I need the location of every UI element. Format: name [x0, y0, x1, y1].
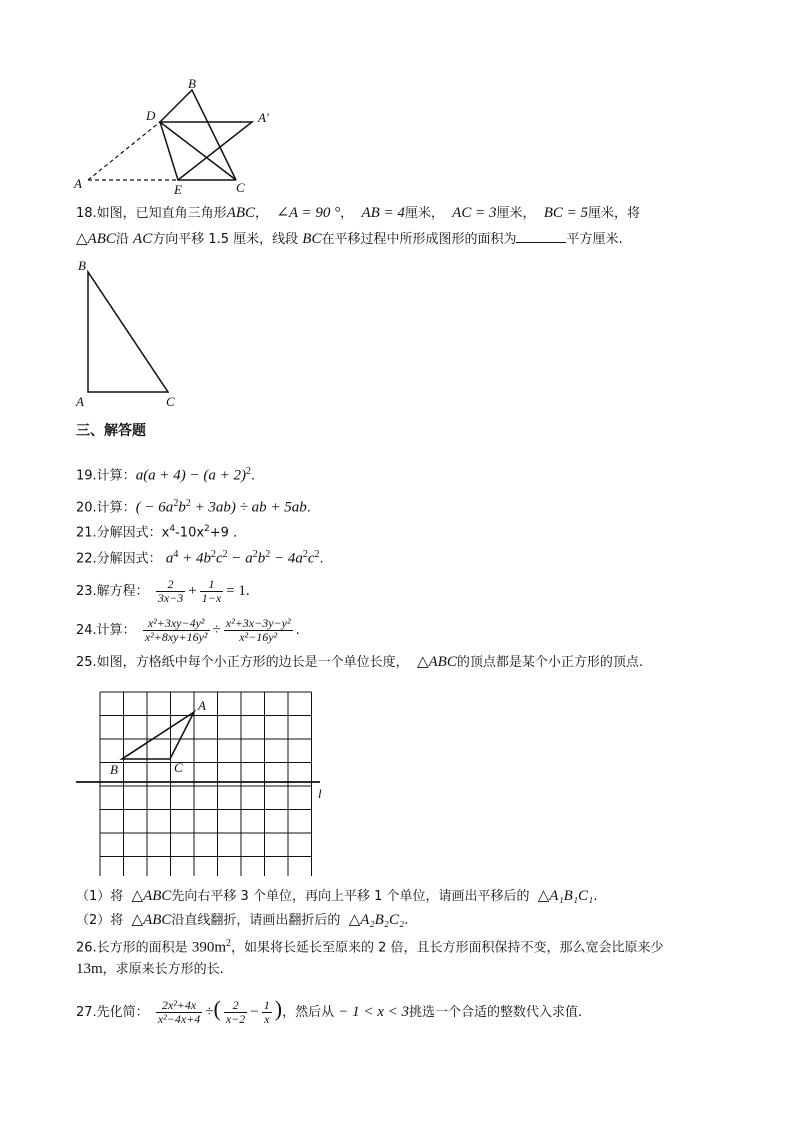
q22-h: c [307, 550, 315, 567]
q24-frac2 [224, 617, 293, 644]
q23-f2-num: 1 [200, 578, 223, 592]
q22-e2: 2 [210, 549, 216, 560]
q23 [76, 576, 250, 607]
answer-blank[interactable] [516, 230, 566, 243]
q27-lparen: ( [213, 996, 221, 1021]
triangle-ABC [122, 712, 194, 759]
q26-area-exp: 2 [226, 938, 231, 949]
q27-f2-den: x−2 [225, 1012, 246, 1026]
q18-bc-seg: BC [302, 231, 322, 247]
q18-angle: ∠A = 90 ° [276, 205, 341, 221]
q21-prefix: 21.分解因式：x [76, 525, 170, 541]
q18-ab: AB = 4 [361, 205, 405, 221]
q18-bc-unit: 厘米，将 [588, 206, 641, 221]
q23-frac1 [156, 578, 185, 605]
q23-f1-num: 2 [156, 578, 185, 592]
q24-prefix: 24.计算： [76, 623, 136, 638]
q21-mid: -10x [175, 525, 205, 541]
q23-frac2 [200, 578, 223, 605]
label-E: E [174, 182, 182, 196]
q26-area: 390m [191, 939, 226, 956]
q18-ac: AC = 3 [452, 205, 497, 221]
label-A: A [74, 176, 82, 191]
label-A-prime: A' [258, 110, 269, 125]
label-B: B [78, 258, 86, 273]
q22-e3: 2 [222, 549, 228, 560]
q27-b: ，然后从 [282, 1005, 335, 1020]
q24-frac1 [143, 617, 210, 644]
q22-e6: 2 [302, 549, 308, 560]
q25-text [76, 652, 643, 673]
q20-e2: 2 [185, 498, 191, 509]
q25-sub2-a: （2）将 [76, 913, 124, 928]
q27-frac2 [224, 999, 247, 1026]
q18-line2 [76, 229, 623, 250]
q25-sub1 [76, 886, 597, 907]
q25-sub1-tri2: △A₁B₁C₁ [537, 888, 594, 904]
q19-end: . [251, 468, 256, 484]
q27-frac3 [262, 999, 272, 1026]
q18-ab-unit: 厘米， [404, 206, 444, 221]
q26-b: ，如果将长延长至原来的 2 倍，且长方形面积保持不变，那么宽会比原来少 [231, 940, 664, 956]
translation-figure [70, 76, 290, 196]
q24-end: . [295, 623, 300, 638]
q26-line1 [76, 934, 664, 958]
q25-sub1-b: 先向右平移 3 个单位，再向上平移 1 个单位，请画出平移后的 [171, 889, 530, 904]
q19-exp: 2 [246, 466, 252, 477]
q23-prefix: 23.解方程： [76, 584, 149, 599]
q27-f2-num: 2 [224, 999, 247, 1013]
q18-move: 方向平移 1.5 厘米，线段 [152, 232, 299, 247]
label-D: D [146, 108, 156, 123]
q22-e1: 4 [173, 549, 179, 560]
q18-unit: 平方厘米. [566, 232, 623, 247]
q25-a: 25.如图，方格纸中每个小正方形的边长是一个单位长度， [76, 655, 409, 670]
q23-f1-den: 3x−3 [157, 591, 184, 605]
q27-prefix: 27.先化简： [76, 1005, 149, 1020]
triangle-ABC [88, 272, 168, 392]
q18-along: 沿 [115, 232, 129, 247]
grid-lines [100, 692, 312, 876]
q24-f1-den: x²+8xy+16y² [144, 630, 208, 644]
q19-prefix: 19.计算： [76, 468, 136, 484]
label-C: C [174, 760, 183, 775]
q18-area-text: 在平移过程中所形成图形的面积为 [321, 232, 517, 247]
q26-d: ，求原来长方形的长. [102, 962, 224, 977]
q21-e2: 2 [204, 524, 210, 534]
q22 [76, 545, 324, 569]
q24-f2-num: x²+3x−3y−y² [225, 616, 291, 630]
q23-plus: + [188, 583, 197, 599]
q21 [76, 519, 246, 543]
q22-e4: 2 [252, 549, 258, 560]
q25-sub1-tri: △ABC [131, 888, 172, 904]
grid-figure [74, 690, 340, 876]
q27-f3-num: 1 [263, 998, 270, 1012]
q25-sub2-end: . [404, 913, 409, 928]
q20-e1: 2 [173, 498, 179, 509]
q18-sep: ， [255, 206, 269, 221]
q26-c: 13m [76, 961, 103, 977]
q18-line1 [76, 203, 640, 224]
q27-minus: − [250, 1004, 259, 1020]
q25-sub1-end: . [593, 889, 598, 904]
q20-a: ( − 6a [135, 499, 174, 516]
q23-f2-den: 1−x [201, 591, 222, 605]
q27-frac1 [156, 999, 202, 1026]
q18-ac-unit: 厘米， [496, 206, 536, 221]
q27-f3-den: x [264, 1012, 270, 1026]
q18-sep2: ， [340, 206, 354, 221]
q24-f1-num: x²+3xy−4y² [143, 617, 210, 631]
q18-bc: BC = 5 [543, 205, 589, 221]
q26-a: 26.长方形的面积是 [76, 940, 188, 956]
q24 [76, 613, 300, 648]
q22-f: b [257, 550, 266, 567]
q20-b: b [178, 499, 186, 516]
q22-b: + 4b [178, 550, 211, 567]
q19 [76, 462, 255, 486]
q27-range: − 1 < x < 3 [338, 1004, 410, 1020]
triangle-EA'-D [160, 122, 252, 180]
q20-prefix: 20.计算： [76, 500, 136, 516]
label-A: A [76, 394, 84, 409]
q25-triangle: △ABC [416, 654, 457, 670]
q25-sub1-a: （1）将 [76, 889, 124, 904]
q25-sub2 [76, 910, 408, 931]
q18-triangle: △ABC [76, 231, 116, 247]
q18-abc: ABC [226, 205, 256, 221]
q25-sub2-b: 沿直线翻折，请画出翻折后的 [171, 913, 341, 928]
label-B: B [188, 76, 196, 91]
q22-a: a [165, 550, 174, 567]
q25-b: 的顶点都是某个小正方形的顶点. [456, 655, 643, 670]
q19-expr: a(a + 4) − (a + 2) [135, 467, 247, 484]
q20-c: + 3ab) ÷ ab + 5ab [190, 499, 307, 516]
q27 [76, 992, 582, 1030]
q24-f2-den: x²−16y² [239, 630, 278, 644]
label-C: C [166, 394, 175, 409]
q22-e7: 2 [314, 549, 320, 560]
right-triangle-figure [70, 256, 190, 412]
q27-c: 挑选一个合适的整数代入求值. [409, 1005, 583, 1020]
section-title: 三、解答题 [76, 423, 146, 439]
q21-end: +9 ． [209, 525, 247, 541]
q26-line2 [76, 959, 224, 980]
q25-sub2-tri: △ABC [131, 912, 172, 928]
q23-end: = 1. [226, 583, 250, 599]
label-C: C [236, 180, 245, 195]
q21-e1: 4 [169, 524, 176, 534]
q20-end: . [306, 500, 311, 516]
label-B: B [110, 762, 118, 777]
q20 [76, 494, 311, 518]
q27-f1-den: x²−4x+4 [157, 1012, 201, 1026]
q22-prefix: 22.分解因式： [76, 551, 162, 567]
dashed-line-AD [88, 122, 160, 180]
q22-c: c [215, 550, 223, 567]
q22-e5: 2 [265, 549, 271, 560]
q27-f1-num: 2x²+4x [156, 999, 202, 1013]
q22-d: − a [227, 550, 253, 567]
q22-end: . [319, 551, 324, 567]
label-A: A [198, 698, 206, 713]
q18-text: 18.如图，已知直角三角形 [76, 206, 227, 221]
q25-sub2-tri2: △A₂B₂C₂ [348, 912, 405, 928]
q18-ac-dir: AC [133, 231, 153, 247]
triangle-DBC [160, 90, 236, 180]
q24-div: ÷ [212, 622, 221, 638]
q27-rparen: ) [274, 996, 283, 1021]
q27-div: ÷ [205, 1004, 214, 1020]
q22-g: − 4a [270, 550, 303, 567]
label-l: l [318, 786, 322, 801]
